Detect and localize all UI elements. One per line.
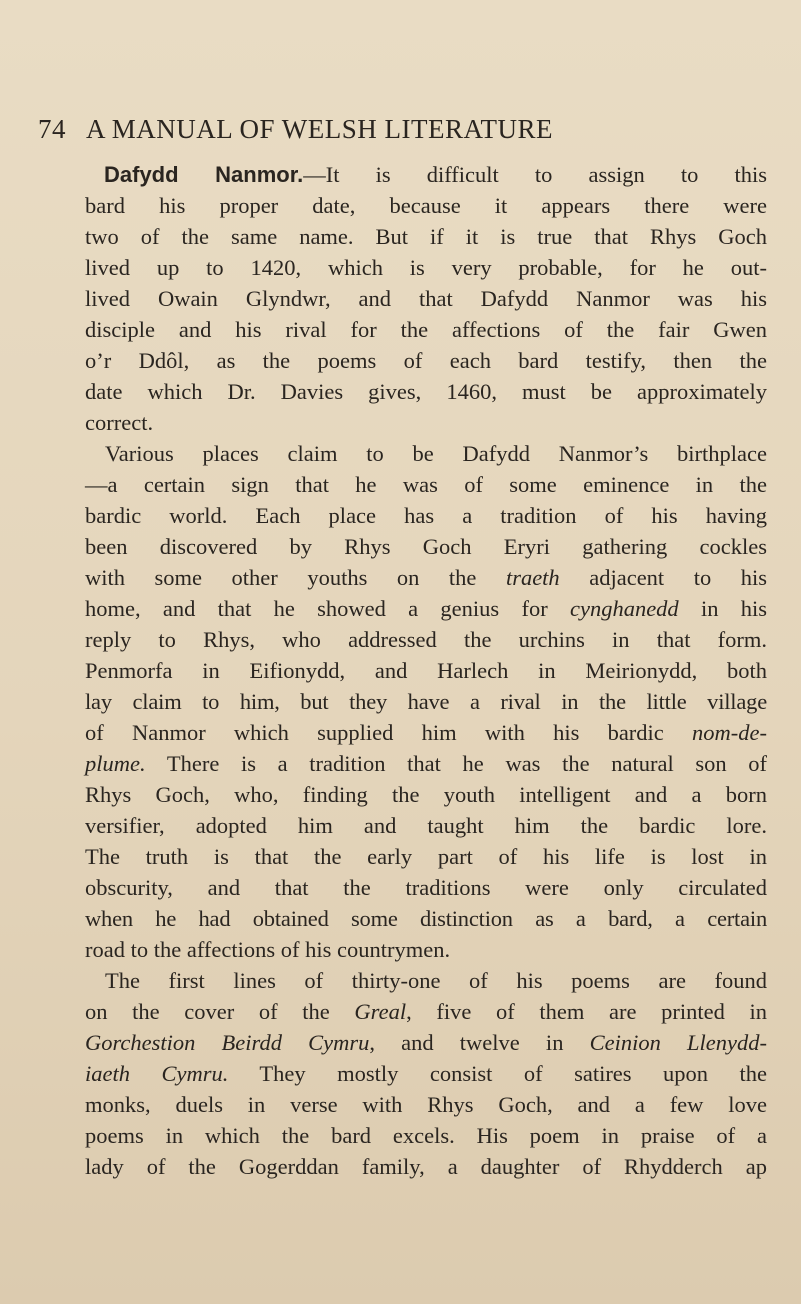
paragraph-line: when he had obtained some distinction as a bard, a certain xyxy=(85,906,767,931)
page-number: 74 xyxy=(38,114,66,144)
paragraph-line: been discovered by Rhys Goch Eryri gathering cockles xyxy=(85,534,767,559)
paragraph-line: poems in which the bard excels. His poem in praise of a xyxy=(85,1123,767,1148)
running-header xyxy=(38,114,758,154)
paragraph-line: of Nanmor which supplied him with his bardic nom-de- xyxy=(85,720,767,745)
paragraph-line: obscurity, and that the traditions were only circulated xyxy=(85,875,767,900)
paragraph-line: correct. xyxy=(85,410,154,435)
running-title: A MANUAL OF WELSH LITERATURE xyxy=(86,114,553,144)
paragraph-line: disciple and his rival for the affections of the fair Gwen xyxy=(85,317,767,342)
paragraph-line: Rhys Goch, who, finding the youth intelligent and a born xyxy=(85,782,767,807)
italic-term: nom-de- xyxy=(692,720,767,745)
italic-term: cynghanedd xyxy=(569,596,679,621)
paragraph-line: Penmorfa in Eifionydd, and Harlech in Meirionydd, both xyxy=(85,658,767,683)
paragraph-line: o’r Ddôl, as the poems of each bard testify, then the xyxy=(85,348,767,373)
italic-term: traeth xyxy=(505,565,560,590)
paragraph-line: home, and that he showed a genius for cynghanedd in his xyxy=(85,596,767,621)
paragraph-line: reply to Rhys, who addressed the urchins in that form. xyxy=(85,627,767,652)
paragraph-line: on the cover of the Greal, five of them are printed in xyxy=(85,999,767,1024)
paragraph-line: plume. There is a tradition that he was the natural son of xyxy=(85,751,767,776)
paragraph-line: lived Owain Glyndwr, and that Dafydd Nanmor was his xyxy=(85,286,767,311)
paragraph-line: —a certain sign that he was of some eminence in the xyxy=(85,472,767,497)
paragraph-line: Dafydd Nanmor.—It is difficult to assign to this xyxy=(104,162,767,187)
paragraph-line: Gorchestion Beirdd Cymru, and twelve in Ceinion Llenydd- xyxy=(85,1030,768,1055)
paragraph-line: lived up to 1420, which is very probable, for he out- xyxy=(85,255,767,280)
paragraph-line: The truth is that the early part of his life is lost in xyxy=(85,844,767,869)
paragraph-line: date which Dr. Davies gives, 1460, must be approximately xyxy=(85,379,767,404)
italic-term: plume. xyxy=(85,751,146,776)
italic-term: Greal xyxy=(354,999,407,1024)
paragraph-line: monks, duels in verse with Rhys Goch, and a few love xyxy=(85,1092,767,1117)
italic-term: iaeth Cymru. xyxy=(85,1061,229,1086)
paragraph-line: road to the affections of his countrymen. xyxy=(85,937,451,962)
italic-term: Gorchestion Beirdd Cymru xyxy=(85,1030,370,1055)
section-heading: Dafydd Nanmor. xyxy=(104,162,304,187)
paragraph-line: lady of the Gogerddan family, a daughter of Rhydderch ap xyxy=(85,1154,767,1179)
paragraph-line: versifier, adopted him and taught him the bardic lore. xyxy=(85,813,767,838)
paragraph-line: The first lines of thirty-one of his poems are found xyxy=(105,968,767,993)
paragraph-line: Various places claim to be Dafydd Nanmor’s birthplace xyxy=(105,441,767,466)
italic-term: Ceinion Llenydd- xyxy=(589,1030,768,1055)
paragraph-line: lay claim to him, but they have a rival in the little village xyxy=(85,689,767,714)
paragraph-line: bardic world. Each place has a tradition of his having xyxy=(85,503,767,528)
paragraph-line: with some other youths on the traeth adjacent to his xyxy=(85,565,768,590)
paragraph-line: bard his proper date, because it appears there were xyxy=(85,193,767,218)
paragraph-line: iaeth Cymru. They mostly consist of satires upon the xyxy=(85,1061,767,1086)
paragraph-line: two of the same name. But if it is true that Rhys Goch xyxy=(85,224,767,249)
